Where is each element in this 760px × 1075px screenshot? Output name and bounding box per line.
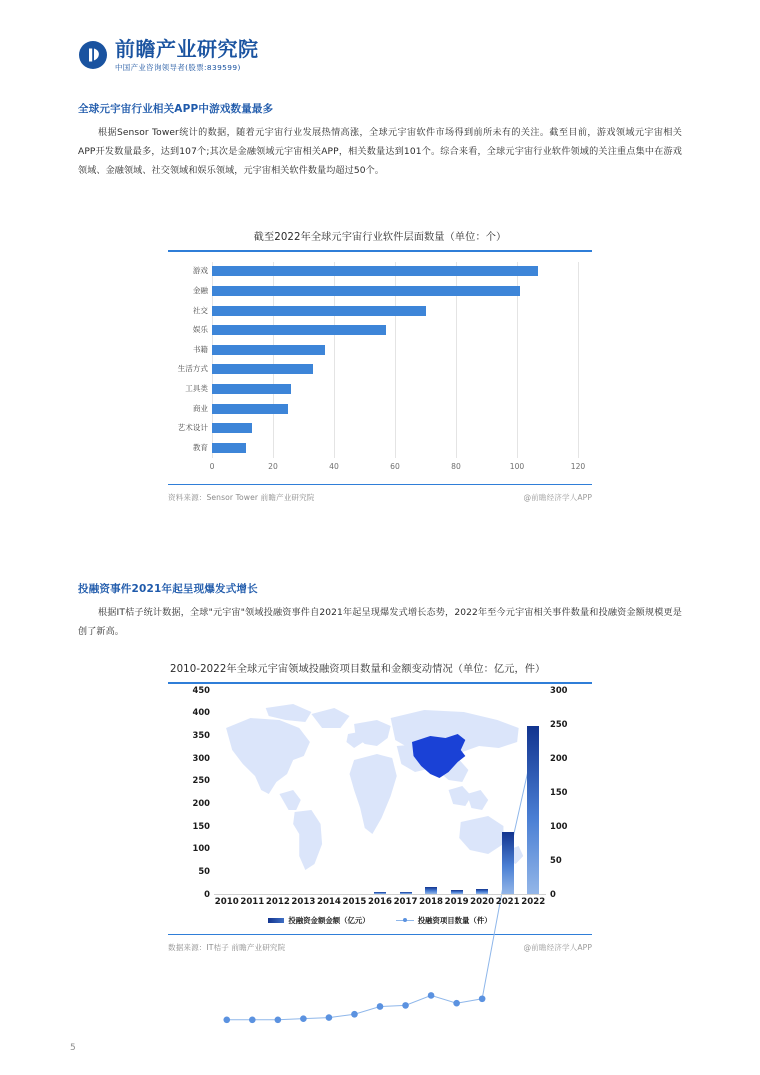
- chart2-right-tick: 0: [550, 888, 556, 899]
- chart1-category-labels: [168, 262, 208, 458]
- chart1-category-label: 游戏: [192, 266, 208, 276]
- chart2-line-point: [223, 1016, 230, 1023]
- chart1-x-tick: 0: [209, 461, 215, 471]
- chart1-bar-row: [212, 443, 578, 453]
- chart2-x-label: 2012: [265, 896, 290, 907]
- chart1-x-tick: 80: [451, 461, 461, 471]
- chart2-x-label: 2013: [291, 896, 316, 907]
- chart1-bar: [212, 266, 538, 276]
- section-paragraph-2: 根据IT桔子统计数据，全球"元宇宙"领域投融资事件自2021年起呈现爆发式增长态势，2022年至今元宇宙相关事件数量和投融资金额规模更是创了新高。: [78, 608, 682, 637]
- chart2-x-label: 2017: [393, 896, 418, 907]
- chart1-x-tick: 100: [509, 461, 525, 471]
- chart2-line-point: [479, 995, 486, 1002]
- logo-mark-icon: [78, 40, 108, 70]
- chart1-brand: @前瞻经济学人APP: [523, 492, 592, 502]
- chart1-x-tick: 60: [390, 461, 400, 471]
- chart2-right-axis: [546, 684, 586, 899]
- chart1-bar-row: [212, 423, 578, 433]
- chart1-bar-row: [212, 384, 578, 394]
- chart2-line-point: [351, 1011, 358, 1018]
- chart2-legend: [168, 915, 592, 926]
- chart2-x-label: 2021: [495, 896, 520, 907]
- chart2-left-tick: 400: [192, 707, 210, 718]
- chart1-bar: [212, 404, 288, 414]
- chart2-line-series: [214, 690, 546, 1022]
- chart1-x-axis: [209, 461, 586, 476]
- chart2-left-axis: [174, 684, 214, 899]
- chart2-plot-area: [168, 684, 592, 934]
- chart2-x-label: 2015: [342, 896, 367, 907]
- chart2-x-label: 2018: [419, 896, 444, 907]
- chart1-bar-row: [212, 325, 578, 335]
- chart2-left-tick: 100: [192, 843, 210, 854]
- legend-label-amount: 投融资金额金额（亿元）: [288, 915, 370, 925]
- chart1-bar-row: [212, 364, 578, 374]
- chart1-bar-row: [212, 306, 578, 316]
- chart1-category-label: 金融: [192, 285, 208, 295]
- logo-title: 前瞻产业研究院: [115, 37, 259, 61]
- chart2-source: 数据来源：IT桔子 前瞻产业研究院: [168, 942, 286, 952]
- chart2-line-point: [428, 992, 435, 999]
- chart1-source: 资料来源：Sensor Tower 前瞻产业研究院: [168, 492, 315, 502]
- chart2-line-point: [275, 1016, 282, 1023]
- chart1-bar-row: [212, 286, 578, 296]
- chart2-left-tick: 200: [192, 797, 210, 808]
- chart2-brand: @前瞻经济学人APP: [523, 942, 592, 952]
- legend-line-swatch-icon: [396, 918, 414, 923]
- chart1-bar: [212, 345, 325, 355]
- chart1-category-label: 艺术设计: [177, 423, 208, 433]
- chart2-series-region: [214, 690, 546, 894]
- chart2-line-point: [326, 1014, 333, 1021]
- chart1-x-tick: 120: [570, 461, 586, 471]
- chart1-category-label: 商业: [192, 403, 208, 413]
- chart2-x-label: 2022: [521, 896, 546, 907]
- legend-item-amount: [268, 915, 369, 926]
- chart2-left-tick: 0: [204, 888, 210, 899]
- company-logo: [78, 38, 259, 73]
- chart2-title: 2010-2022年全球元宇宙领域投融资项目数量和金额变动情况（单位：亿元，件）: [170, 664, 546, 675]
- chart2-right-tick: 150: [550, 786, 568, 797]
- chart2-left-tick: 250: [192, 775, 210, 786]
- chart1-bar: [212, 423, 252, 433]
- chart2-baseline: [214, 894, 546, 895]
- chart1-bar: [212, 286, 520, 296]
- chart1-category-label: 教育: [192, 442, 208, 452]
- logo-subtitle: 中国产业咨询领导者(股票:839599): [115, 63, 241, 72]
- chart1-bar: [212, 325, 386, 335]
- chart2-line-point: [402, 1002, 409, 1009]
- chart2-left-tick: 350: [192, 729, 210, 740]
- chart1-gridline: [578, 262, 579, 458]
- chart2-x-label: 2010: [214, 896, 239, 907]
- chart2-left-tick: 50: [198, 865, 210, 876]
- legend-item-count: [396, 915, 492, 926]
- chart1-category-label: 生活方式: [177, 364, 208, 374]
- chart2-bar: [502, 832, 514, 893]
- chart1-footer: [168, 485, 592, 503]
- chart2-line-point: [249, 1016, 256, 1023]
- chart1-bars-region: [212, 262, 578, 458]
- chart1-bar: [212, 306, 426, 316]
- chart2-left-tick: 300: [192, 752, 210, 763]
- chart2-x-label: 2016: [368, 896, 392, 907]
- page-number: 5: [70, 1043, 76, 1053]
- chart2-x-label: 2019: [444, 896, 469, 907]
- chart2-bar: [527, 726, 539, 894]
- chart2-left-tick: 150: [192, 820, 210, 831]
- chart2-right-tick: 50: [550, 854, 562, 865]
- chart1-title: 截至2022年全球元宇宙行业软件层面数量（单位：个）: [253, 232, 507, 243]
- chart1-category-label: 社交: [192, 305, 208, 315]
- chart2-x-label: 2020: [470, 896, 495, 907]
- chart2-line-point: [377, 1003, 384, 1010]
- chart1-plot-area: [168, 252, 592, 484]
- section-paragraph-1: 根据Sensor Tower统计的数据，随着元宇宙行业发展热情高涨，全球元宇宙软件市场得到前所未有的关注。截至目前，游戏领域元宇宙相关APP开发数量最多，达到107个;其次是金融领域元宇宙相关APP，相关数量达到101个。综合来看，全球元宇宙行业软件领域的关注重点集中在游戏领域、金融领域、社交领域和娱乐领域，元宇宙相关软件数量均超过50个。: [78, 128, 682, 176]
- section-heading-1: 全球元宇宙行业相关APP中游戏数量最多: [78, 103, 274, 115]
- section-heading-2: 投融资事件2021年起呈现爆发式增长: [78, 583, 258, 595]
- chart2-line-path: [227, 747, 533, 1019]
- chart2-x-label: 2014: [316, 896, 341, 907]
- chart2-line-point: [300, 1015, 307, 1022]
- chart1-x-tick: 40: [329, 461, 339, 471]
- legend-label-count: 投融资项目数量（件）: [417, 915, 492, 925]
- legend-bar-swatch-icon: [268, 918, 284, 923]
- chart1-bar: [212, 364, 313, 374]
- chart1-bar-row: [212, 345, 578, 355]
- chart-card-investment: [168, 660, 592, 953]
- chart2-right-tick: 300: [550, 684, 568, 695]
- chart1-bar-rows: [212, 262, 578, 458]
- chart1-category-label: 工具类: [185, 383, 208, 393]
- chart-card-software-count: [168, 228, 592, 503]
- chart1-category-label: 娱乐: [192, 325, 208, 335]
- chart2-line-point: [453, 999, 460, 1006]
- chart1-bar: [212, 384, 291, 394]
- chart1-bar-row: [212, 404, 578, 414]
- chart2-x-axis-labels: [214, 897, 546, 911]
- chart1-bar: [212, 443, 246, 453]
- chart2-x-label: 2011: [240, 896, 265, 907]
- chart2-right-tick: 100: [550, 820, 568, 831]
- chart2-right-tick: 200: [550, 752, 568, 763]
- chart1-bar-row: [212, 266, 578, 276]
- chart2-left-tick: 450: [192, 684, 210, 695]
- chart1-x-tick: 20: [268, 461, 278, 471]
- chart2-right-tick: 250: [550, 718, 568, 729]
- chart1-category-label: 书籍: [192, 344, 208, 354]
